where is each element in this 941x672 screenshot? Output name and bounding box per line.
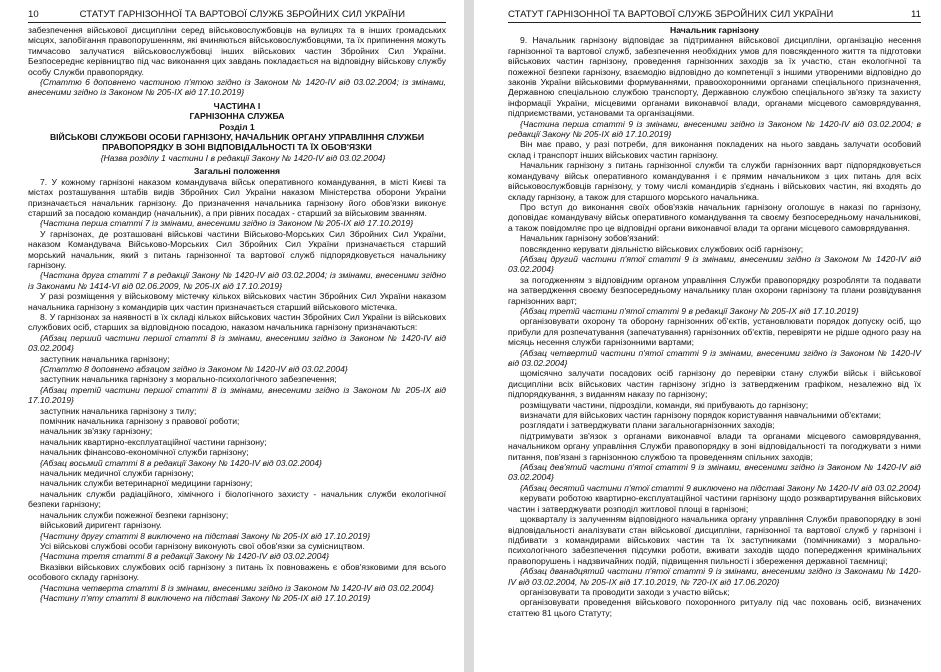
amendment-note: {Статтю 6 доповнено частиною п'ятою згідно із Законом № 1420-IV від 03.02.2004; із змінами, внесеними згідно із Законом № 205-IX від 17.10.2019} — [28, 77, 446, 98]
section-title: Розділ 1 — [219, 121, 255, 132]
amendment-note: {Абзац другий частини п'ятої статті 9 із змінами, внесеними згідно із Законом № 1420-IV від 03.02.2004} — [508, 253, 921, 275]
amendment-note: {Частина перша статті 9 із змінами, внесеними згідно із Законом № 1420-IV від 03.02.2004; в редакції Закону № 205-IX від 17.10.2019} — [508, 118, 921, 140]
amendment-note: {Частину п'яту статті 8 виключено на підставі Закону № 205-IX від 17.10.2019} — [40, 592, 371, 603]
amendment-note: {Абзац перший частини першої статті 8 із змінами, внесеними згідно із Законом № 1420-IV від 03.02.2004} — [28, 332, 446, 354]
amendment-note: {Частина перша статті 7 із змінами, внесеними згідно із Законом № 205-IX від 17.10.2019} — [40, 218, 414, 229]
list-item: помічник начальника гарнізону з правової роботи; — [40, 416, 240, 427]
list-item: щомісячно залучати посадових осіб гарнізону до перевірки стану служби військ і військової дисципліни всіх військових частин гарнізону згідно із затвердженим графіком, незалежно від їх підпорядкування, з виданням наказу по гарнізону; — [508, 368, 921, 400]
running-header: СТАТУТ ГАРНІЗОННОЇ ТА ВАРТОВОЇ СЛУЖБ ЗБРОЙНИХ СИЛ УКРАЇНИ — [508, 9, 834, 20]
paragraph: 7. У кожному гарнізоні наказом командувача військ оперативного командування, в місті Києві та містах розташування штабів видів Збройних Сил України наказом Міністерства оборони України призначається начальник гарнізону. До призначення начальника гарнізону його обов'язки виконує старший за посадою командир (начальник), а при рівних посадах - старший за військовим званням. — [28, 176, 446, 218]
amendment-note: {Абзац дванадцятий частини п'ятої статті 9 із змінами, внесеними згідно із Законами № 1420-IV від 03.02.2004, № 205-IX від 17.10.2019, № 720-IX від 17.06.2020} — [508, 566, 921, 587]
right-page — [474, 0, 941, 672]
amendment-note: {Назва розділу 1 частини І в редакції Закону № 1420-IV від 03.02.2004} — [100, 152, 386, 163]
amendment-note: {Частину другу статті 8 виключено на підставі Закону № 205-IX від 17.10.2019} — [40, 530, 371, 541]
list-item: організовувати охорону та оборону гарнізонних об'єктів, установлювати порядок допуску осіб, що прибули для розпечатування (запечатування) гарнізонних об'єктів, перевіряти не рідше одного разу на місяць несення служби гарнізонними вартами; — [508, 316, 921, 348]
amendment-note: {Частина друга статті 7 в редакції Закону № 1420-IV від 03.02.2004; із змінами, внесеними згідно із Законами № 1414-VI від 02.06.2009, № 205-IX від 17.10.2019} — [28, 270, 446, 291]
left-page-content — [28, 9, 446, 672]
list-item: заступник начальника гарнізону; — [40, 353, 170, 364]
paragraph: Начальник гарнізону зобов'язаний: — [520, 233, 660, 244]
list-item: начальник служби радіаційного, хімічного і біологічного захисту - начальник служби екологічної безпеки гарнізону; — [28, 488, 446, 510]
list-item: керувати роботою квартирно-експлуатаційної частини гарнізону щодо розквартирування військових частин і затверджувати розподіл житлової площі в гарнізоні; — [508, 493, 921, 514]
paragraph: Вказівки військових службових осіб гарнізону з питань їх повноважень є обов'язковими для всього особового складу гарнізону. — [28, 561, 446, 583]
list-item: начальник квартирно-експлуатаційної частини гарнізону; — [40, 436, 267, 447]
amendment-note: {Абзац дев'ятий частини п'ятої статті 9 із змінами, внесеними згідно із Законом № 1420-IV від 03.02.2004} — [508, 462, 921, 483]
left-page-header — [28, 9, 446, 23]
list-item: начальник медичної служби гарнізону; — [40, 468, 194, 479]
amendment-note: {Частина четверта статті 8 із змінами, внесеними згідно із Законом № 1420-IV від 03.02.2004} — [40, 582, 434, 593]
part-title: ЧАСТИНА І — [213, 100, 261, 111]
page-number: 11 — [911, 9, 921, 20]
list-item: за погодженням з відповідним органом управління Служби правопорядку розробляти та подавати на затвердження своєму безпосередньому начальнику план охорони гарнізону та плани розвідування гарнізонних варт; — [508, 274, 921, 306]
list-item: повсякденно керувати діяльністю військових службових осіб гарнізону; — [520, 243, 804, 254]
amendment-note: {Абзац третій частини п'ятої статті 9 в редакції Закону № 205-IX від 17.10.2019} — [520, 305, 859, 316]
list-item: розміщувати частини, підрозділи, команди, які прибувають до гарнізону; — [520, 399, 809, 410]
amendment-note: {Статтю 8 доповнено абзацом згідно із Законом № 1420-IV від 03.02.2004} — [40, 364, 348, 374]
left-page — [0, 0, 464, 672]
list-item: визначати для військових частин гарнізону порядок користування навчальними об'єктами; — [520, 410, 882, 421]
running-header: СТАТУТ ГАРНІЗОННОЇ ТА ВАРТОВОЇ СЛУЖБ ЗБРОЙНИХ СИЛ УКРАЇНИ — [79, 9, 405, 20]
part-subtitle: ГАРНІЗОННА СЛУЖБА — [189, 111, 285, 122]
list-item: начальник фінансово-економічної служби гарнізону; — [40, 447, 249, 458]
paragraph: У гарнізонах, де розташовані військові частини Військово-Морських Сил Збройних Сил України, наказом Командувача Військово-Морських Сил Збройних Сил України призначається старший морський начальник, який з питань гарнізонної та вартової служб підпорядковується начальнику гарнізону. — [28, 228, 446, 270]
amendment-note: {Абзац восьмий статті 8 в редакції Закону № 1420-IV від 03.02.2004} — [40, 457, 322, 468]
list-item: начальник служби пожежної безпеки гарнізону; — [40, 509, 229, 520]
paragraph: 9. Начальник гарнізону відповідає за підтримання військової дисципліни, організацію несення гарнізонної та вартової служб, забезпечення необхідних умов для повсякденного життя та підготовки військових частин гарнізону, проведення гарнізонних заходів за їх участю, стан екологічної та пожежної безпеки гарнізону, взаємодію відповідно до компетенції з іншими утвореними відповідно до законів України військовими формуваннями, правоохоронними органами спеціального призначення, Державною спеціальною службою транспорту, Державною службою спеціального зв'язку та захисту інформації України, місцевими органами виконавчої влади, органами місцевого самоврядування, підприємствами, установами та організаціями. — [508, 35, 921, 119]
list-item: начальник зв'язку гарнізону; — [40, 426, 153, 437]
list-item: начальник служби ветеринарної медицини гарнізону; — [40, 478, 253, 489]
list-item: щокварталу із залученням відповідного начальника органу управління Служби правопорядку в зоні відповідальності аналізувати стан військової дисципліни, гарнізонної та вартової служб у гарнізоні і підбивати з командирами військових частин та їх заступниками (помічниками) з морально-психологічного забезпечення підсумки роботи, вживати заходів щодо попередження кримінальних правопорушень і надзвичайних подій, підвищення пильності і збереження державної таємниці; — [508, 514, 921, 566]
subsection-title: Начальник гарнізону — [670, 25, 759, 35]
paragraph: 8. У гарнізонах за наявності в їх складі кількох військових частин Збройних Сил України із військових службових осіб, старших за відповідною посадою, наказом начальника гарнізону призначаються: — [28, 311, 446, 333]
right-page-content — [508, 9, 921, 672]
amendment-note: {Абзац четвертий частини п'ятої статті 9 із змінами, внесеними згідно із Законом № 1420-IV від 03.02.2004} — [508, 347, 921, 368]
paragraph: У разі розміщення у військовому містечку кількох військових частин Збройних Сил України наказом начальника гарнізону з командирів цих частин призначається старший військового містечка. — [28, 291, 446, 312]
paragraph: Усі військові службові особи гарнізону виконують свої обов'язки за сумісництвом. — [40, 540, 365, 551]
page-gutter — [464, 0, 474, 672]
list-item: військовий диригент гарнізону. — [40, 520, 162, 531]
paragraph: забезпечення військової дисципліни серед військовослужбовців на вулицях та в інших громадських місцях, запобігання правопорушенням, які вчиняються військовослужбовцями, та їх припинення можуть тимчасово залучатися військовослужбовці інших військових частин Збройних Сил України. Безпосереднє керівництво під час виконання цих завдань покладається на відповідну військову службу особу Служби правопорядку. — [28, 25, 446, 77]
amendment-note: {Абзац третій частини першої статті 8 із змінами, внесеними згідно із Законом № 205-IX від 17.10.2019} — [28, 384, 446, 406]
list-item: підтримувати зв'язок з органами виконавчої влади та органами місцевого самоврядування, начальником органу управління Служби правопорядку в зоні відповідальності та погоджувати з ними питання, пов'язані з гарнізонною службою та проведенням спільних заходів; — [508, 430, 921, 462]
section-heading: ВІЙСЬКОВІ СЛУЖБОВІ ОСОБИ ГАРНІЗОНУ, НАЧАЛЬНИК ОРГАНУ УПРАВЛІННЯ СЛУЖБИ ПРАВОПОРЯДКУ В ЗОНІ ВІДПОВІДАЛЬНОСТІ ТА ЇХ ОБОВ'ЯЗКИ — [49, 132, 425, 153]
right-page-header — [508, 9, 921, 23]
list-item: організовувати проведення військового похоронного ритуалу під час поховань осіб, визначених статтею 81 цього Статуту; — [508, 597, 921, 618]
list-item: організовувати та проводити заходи з участю військ; — [520, 586, 730, 597]
paragraph: Начальник гарнізону з питань гарнізонної служби та служби гарнізонних варт підпорядковується командувачу військ оперативного командування і є прямим начальником з цих питань для всіх військовослужбовців гарнізону, у тому числі командирів з'єднань і військових частин, які входять до складу гарнізону, а також для старшого морського начальника. — [508, 160, 921, 202]
amendment-note: {Абзац десятий частини п'ятої статті 9 виключено на підставі Закону № 1420-IV від 03.02.2004} — [520, 482, 921, 493]
list-item: заступник начальника гарнізону з тилу; — [40, 405, 197, 416]
paragraph: Він має право, у разі потреби, для виконання покладених на нього завдань залучати особовий склад і транспорт інших військових частин гарнізону. — [508, 139, 921, 160]
list-item: заступник начальника гарнізону з морально-психологічного забезпечення; — [40, 374, 337, 385]
paragraph: Про вступ до виконання своїх обов'язків начальник гарнізону оголошує в наказі по гарнізону, доповідає командувачу військ оперативного командування та своєму безпосередньому начальникові, а також повідомляє про це відповідні органи виконавчої влади та органи місцевого самоврядування. — [508, 201, 921, 233]
page-number: 10 — [28, 9, 39, 20]
subsection-title: Загальні положення — [193, 166, 281, 177]
amendment-note: {Частина третя статті 8 в редакції Закону № 1420-IV від 03.02.2004} — [40, 551, 329, 562]
list-item: розглядати і затверджувати плани загальногарнізонних заходів; — [520, 420, 775, 431]
